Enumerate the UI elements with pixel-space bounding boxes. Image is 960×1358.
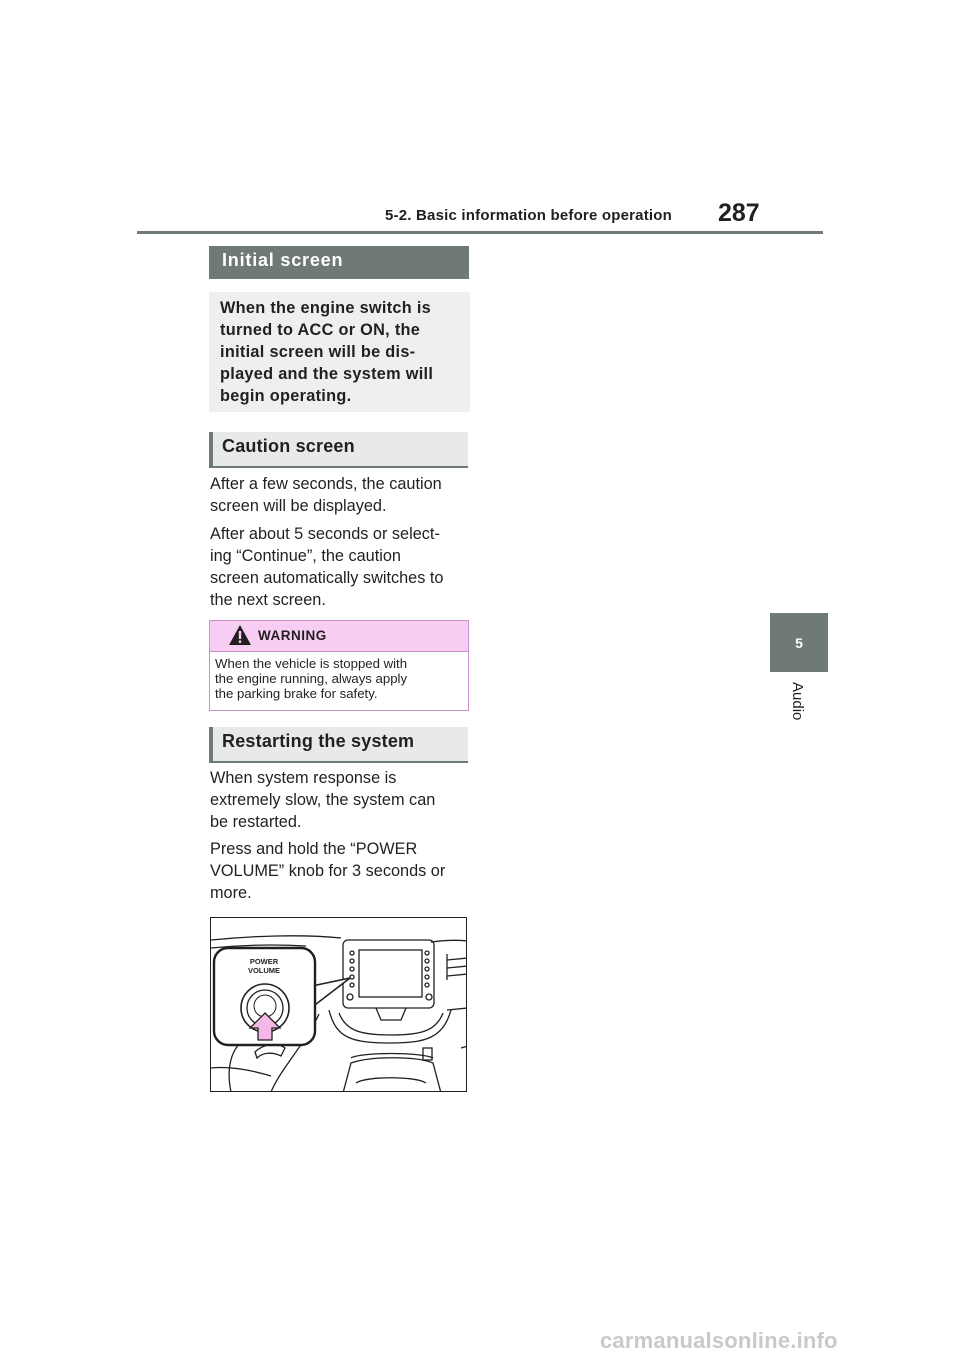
text-line: After about 5 seconds or select-	[210, 525, 440, 543]
text-line: the next screen.	[210, 591, 326, 609]
section-header-title: 5-2. Basic information before operation	[385, 207, 673, 224]
initial-screen-summary	[209, 292, 470, 412]
warning-box	[209, 620, 469, 711]
restarting-paragraph-1	[210, 767, 470, 833]
warning-header	[210, 621, 468, 652]
page-number: 287	[718, 199, 760, 227]
restarting-heading	[209, 727, 468, 763]
text-line: Press and hold the “POWER	[210, 840, 418, 858]
summary-line: When the engine switch is	[220, 299, 432, 317]
text-line: VOLUME” knob for 3 seconds or	[210, 862, 446, 880]
summary-line: initial screen will be dis-	[220, 343, 416, 361]
dashboard-drawing	[211, 918, 467, 1092]
warning-text	[215, 656, 465, 701]
text-line: more.	[210, 884, 252, 902]
heading-text: Restarting the system	[222, 731, 415, 751]
warning-triangle-icon	[228, 624, 252, 646]
text-line: the parking brake for safety.	[215, 686, 378, 701]
watermark: carmanualsonline.info	[600, 1328, 838, 1353]
text-line: After a few seconds, the caution	[210, 475, 442, 493]
heading-accent-bar	[209, 432, 213, 466]
text-line: ing “Continue”, the caution	[210, 547, 401, 565]
chapter-name: Audio	[789, 682, 806, 721]
text-line: screen will be displayed.	[210, 497, 387, 515]
text-line: screen automatically switches to	[210, 569, 444, 587]
header-divider	[137, 231, 823, 234]
knob-label-line1: POWER	[249, 957, 279, 966]
chapter-number: 5	[795, 634, 803, 651]
text-line: be restarted.	[210, 813, 302, 831]
heading-text: Caution screen	[222, 436, 355, 456]
text-line: When system response is	[210, 769, 397, 787]
text-line: the engine running, always apply	[215, 671, 408, 686]
text-line: When the vehicle is stopped with	[215, 656, 408, 671]
knob-label-line2: VOLUME	[247, 966, 281, 975]
restarting-paragraph-2	[210, 838, 470, 904]
caution-paragraph-1	[210, 473, 470, 517]
power-volume-illustration	[210, 917, 467, 1092]
summary-line: turned to ACC or ON, the	[220, 321, 421, 339]
summary-line: begin operating.	[220, 387, 352, 405]
caution-screen-heading	[209, 432, 468, 468]
caution-paragraph-2	[210, 523, 470, 611]
initial-screen-heading: Initial screen	[209, 246, 469, 279]
heading-accent-bar	[209, 727, 213, 761]
summary-line: played and the system will	[220, 365, 434, 383]
chapter-tab[interactable]	[770, 613, 828, 672]
warning-label: WARNING	[258, 628, 327, 643]
text-line: extremely slow, the system can	[210, 791, 436, 809]
